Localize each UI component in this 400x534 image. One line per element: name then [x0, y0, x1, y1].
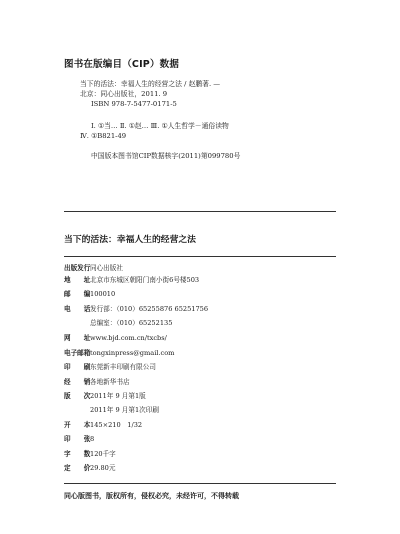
colophon-label: 开 本 — [64, 421, 91, 429]
colophon-value: 8 — [90, 435, 95, 443]
colophon-label: 版 次 — [64, 392, 91, 400]
colophon-value: 总编室：（010）65252135 — [90, 319, 173, 327]
colophon-value: 2011年 9 月第1版 — [90, 392, 146, 400]
colophon-value: 同心出版社 — [90, 264, 123, 272]
colophon-value: 120千字 — [90, 450, 116, 458]
divider — [64, 256, 336, 257]
colophon-value: 各地新华书店 — [90, 378, 130, 386]
colophon-value: 东莞新丰印刷有限公司 — [90, 363, 156, 371]
colophon-label: 出版发行 — [64, 264, 91, 272]
colophon-value: www.bjd.com.cn/txcbs/ — [90, 334, 167, 342]
colophon-value: tongxinpress@gmail.com — [90, 349, 175, 357]
book-title: 当下的活法：幸福人生的经营之法 — [64, 235, 196, 245]
colophon-value: 北京市东城区朝阳门南小街6号楼503 — [90, 276, 200, 284]
colophon-label: 印 刷 — [64, 363, 91, 371]
colophon-value: 2011年 9 月第1次印刷 — [90, 406, 159, 414]
divider — [64, 483, 336, 484]
cip-line: ISBN 978-7-5477-0171-5 — [91, 100, 177, 108]
colophon-value: 100010 — [90, 290, 116, 298]
divider — [64, 211, 336, 212]
colophon-label: 电子邮箱 — [64, 349, 91, 357]
colophon-label: 电 话 — [64, 305, 91, 313]
colophon-value: 发行部：（010）65255876 65251756 — [90, 305, 209, 313]
cip-line: Ⅰ. ①当… Ⅱ. ①赵… Ⅲ. ①人生哲学－通俗读物 — [91, 122, 229, 130]
cip-line: 当下的活法：幸福人生的经营之法 / 赵鹏著. — — [80, 80, 221, 88]
copyright-notice: 同心版图书，版权所有，侵权必究，未经许可，不得转载 — [64, 492, 239, 500]
cip-line: 北京：同心出版社，2011. 9 — [80, 90, 168, 98]
colophon-label: 印 张 — [64, 435, 91, 443]
cip-line: Ⅳ. ①B821-49 — [80, 132, 127, 140]
colophon-label: 字 数 — [64, 450, 91, 458]
colophon-label: 经 销 — [64, 378, 91, 386]
cip-heading: 图书在版编目（CIP）数据 — [64, 59, 180, 70]
cip-line: 中国版本图书馆CIP数据核字(2011)第099780号 — [91, 152, 241, 160]
colophon-label: 定 价 — [64, 464, 91, 472]
colophon-value: 29.80元 — [90, 464, 116, 472]
colophon-label: 地 址 — [64, 276, 91, 284]
colophon-label: 网 址 — [64, 334, 91, 342]
colophon-value: 145×210 1/32 — [90, 421, 143, 429]
colophon-label: 邮 编 — [64, 290, 91, 298]
